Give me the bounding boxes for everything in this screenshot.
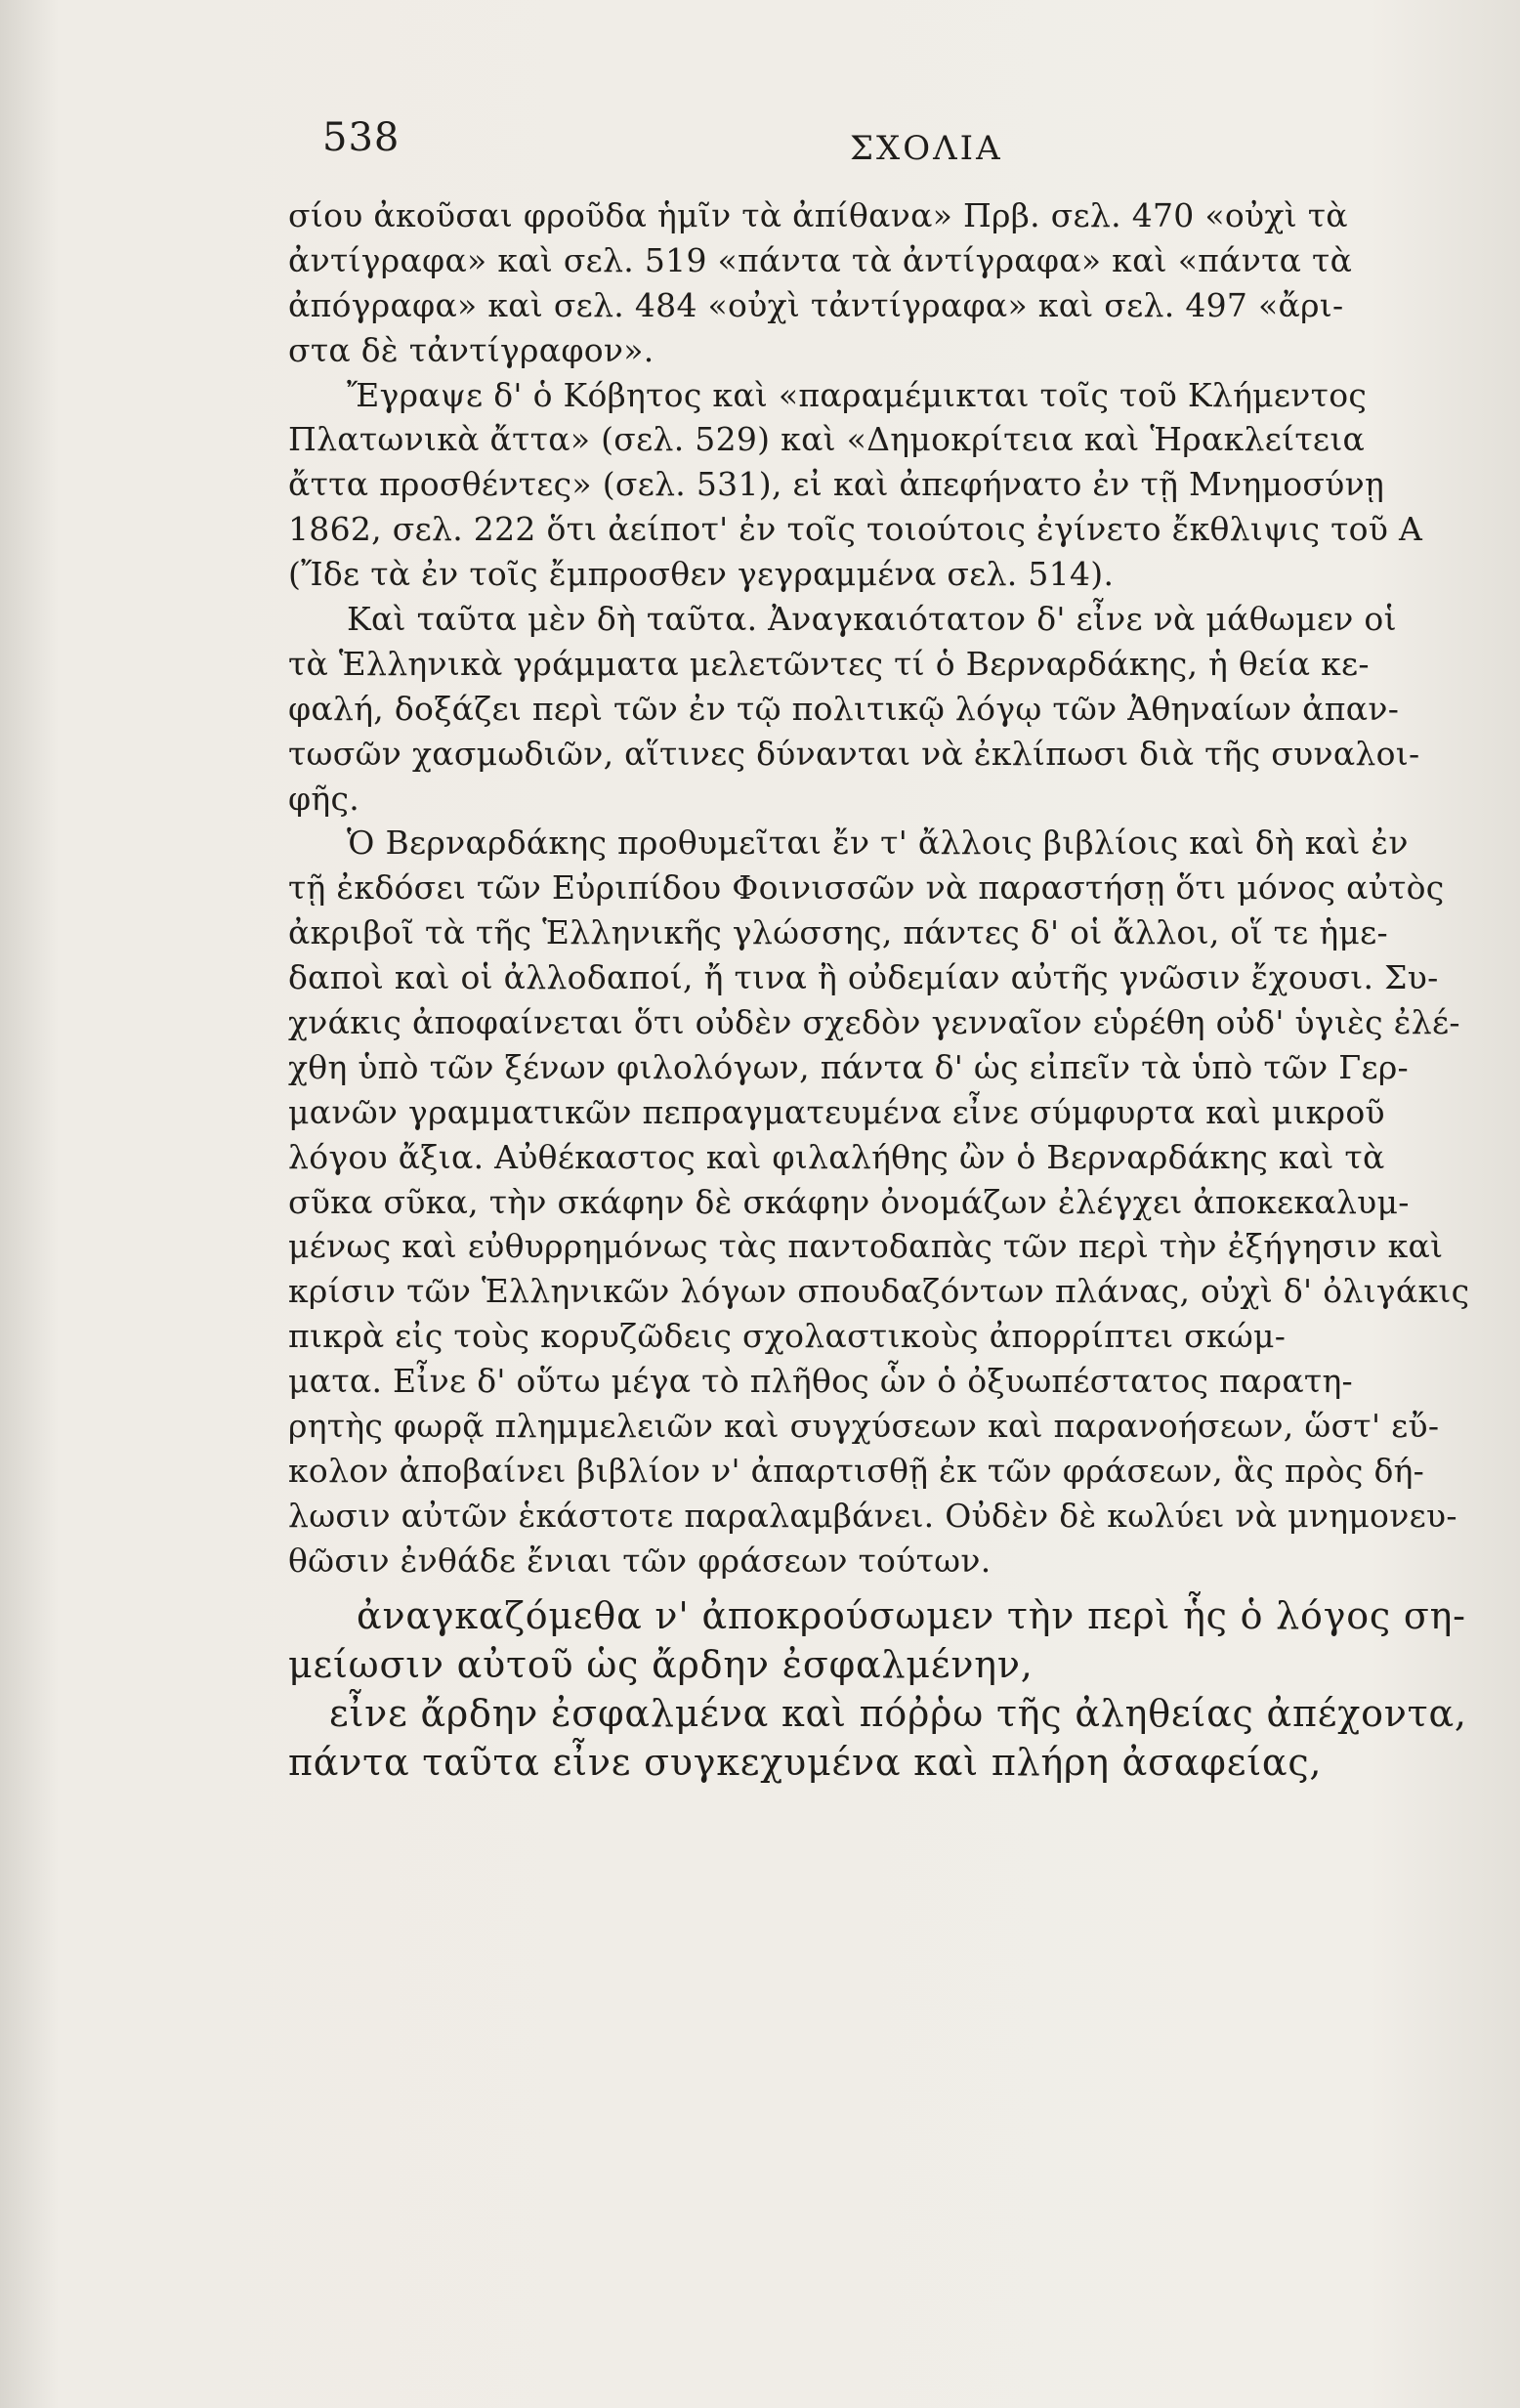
text-line: σίου ἀκοῦσαι φροῦδα ἡμῖν τὰ ἀπίθανα» Πρβ. σελ. 470 «οὐχὶ τὰ: [288, 196, 1348, 234]
text-line: ρητὴς φωρᾷ πλημμελειῶν καὶ συγχύσεων καὶ παρανοήσεων, ὥστ' εὔ-: [288, 1407, 1440, 1446]
body-text: [288, 193, 1475, 1787]
text-line: Ἔγραψε δ' ὁ Κόβητος καὶ «παραμέμικται τοῖς τοῦ Κλήμεντος: [347, 375, 1368, 414]
text-line: χνάκις ἀποφαίνεται ὅτι οὐδὲν σχεδὸν γενναῖον εὑρέθη οὐδ' ὑγιὲς ἐλέ-: [288, 1003, 1460, 1042]
quoted-phrase: πάντα ταῦτα εἶνε συγκεχυμένα καὶ πλήρη ἀσαφείας,: [288, 1740, 1323, 1784]
text-line: πικρὰ εἰς τοὺς κορυζῶδεις σχολαστικοὺς ἀπορρίπτει σκώμ-: [288, 1317, 1287, 1356]
text-line: ἀκριβοῖ τὰ τῆς Ἑλληνικῆς γλώσσης, πάντες δ' οἱ ἄλλοι, οἵ τε ἡμε-: [288, 913, 1389, 952]
text-line: σῦκα σῦκα, τὴν σκάφην δὲ σκάφην ὀνομάζων ἐλέγχει ἀποκεκαλυμ-: [288, 1182, 1410, 1221]
text-line: στα δὲ τἀντίγραφον».: [288, 330, 654, 369]
text-line: ματα. Εἶνε δ' οὕτω μέγα τὸ πλῆθος ὧν ὁ ὀξυωπέστατος παρατη-: [288, 1362, 1353, 1401]
text-line: λωσιν αὐτῶν ἑκάστοτε παραλαμβάνει. Οὐδὲν δὲ κωλύει νὰ μνημονευ-: [288, 1496, 1457, 1535]
spacer: [288, 1584, 1475, 1591]
text-line: μένως καὶ εὐθυρρημόνως τὰς παντοδαπὰς τῶν περὶ τὴν ἐξήγησιν καὶ: [288, 1227, 1444, 1266]
text-line: φαλή, δοξάζει περὶ τῶν ἐν τῷ πολιτικῷ λόγῳ τῶν Ἀθηναίων ἀπαν-: [288, 689, 1400, 728]
quoted-phrase: εἶνε ἄρδην ἐσφαλμένα καὶ πόῤῥω τῆς ἀληθείας ἀπέχοντα,: [329, 1691, 1467, 1735]
text-line: (Ἴδε τὰ ἐν τοῖς ἔμπροσθεν γεγραμμένα σελ. 514).: [288, 555, 1115, 594]
quoted-phrase: μείωσιν αὐτοῦ ὡς ἄρδην ἐσφαλμένην,: [288, 1642, 1034, 1686]
text-line: λόγου ἄξια. Αὐθέκαστος καὶ φιλαλήθης ὢν ὁ Βερναρδάκης καὶ τὰ: [288, 1137, 1385, 1176]
text-line: θῶσιν ἐνθάδε ἔνιαι τῶν φράσεων τούτων.: [288, 1541, 992, 1580]
text-line: Ὁ Βερναρδάκης προθυμεῖται ἔν τ' ἄλλοις βιβλίοις καὶ δὴ καὶ ἐν: [347, 824, 1409, 863]
text-line: χθη ὑπὸ τῶν ξένων φιλολόγων, πάντα δ' ὡς εἰπεῖν τὰ ὑπὸ τῶν Γερ-: [288, 1047, 1410, 1086]
text-line: Πλατωνικὰ ἄττα» (σελ. 529) καὶ «Δημοκρίτεια καὶ Ἡρακλείτεια: [288, 420, 1366, 459]
text-line: ἀπόγραφα» καὶ σελ. 484 «οὐχὶ τἀντίγραφα» καὶ σελ. 497 «ἄρι-: [288, 285, 1344, 324]
text-line: φῆς.: [288, 779, 360, 818]
quoted-phrase: ἀναγκαζόμεθα ν' ἀποκρούσωμεν τὴν περὶ ἧς ὁ λόγος ση-: [357, 1593, 1466, 1637]
page-header: [322, 107, 1299, 176]
page-number: 538: [322, 115, 401, 160]
text-line: μανῶν γραμματικῶν πεπραγματευμένα εἶνε σύμφυρτα καὶ μικροῦ: [288, 1092, 1385, 1131]
text-line: τῇ ἐκδόσει τῶν Εὐριπίδου Φοινισσῶν νὰ παραστήσῃ ὅτι μόνος αὐτὸς: [288, 868, 1445, 908]
text-line: Καὶ ταῦτα μὲν δὴ ταῦτα. Ἀναγκαιότατον δ' εἶνε νὰ μάθωμεν οἱ: [347, 600, 1397, 639]
running-head: ΣΧΟΛΙΑ: [850, 129, 1003, 168]
text-line: τὰ Ἑλληνικὰ γράμματα μελετῶντες τί ὁ Βερναρδάκης, ἡ θεία κε-: [288, 644, 1370, 683]
text-line: δαποὶ καὶ οἱ ἀλλοδαποί, ἤ τινα ἢ οὐδεμίαν αὐτῆς γνῶσιν ἔχουσι. Συ-: [288, 958, 1439, 997]
text-line: 1862, σελ. 222 ὅτι ἀείποτ' ἐν τοῖς τοιούτοις ἐγίνετο ἔκθλιψις τοῦ Α: [288, 510, 1423, 549]
text-line: ἄττα προσθέντες» (σελ. 531), εἰ καὶ ἀπεφήνατο ἐν τῇ Μνημοσύνῃ: [288, 465, 1385, 504]
text-line: τωσῶν χασμωδιῶν, αἵτινες δύνανται νὰ ἐκλίπωσι διὰ τῆς συναλοι-: [288, 734, 1420, 773]
text-line: κρίσιν τῶν Ἑλληνικῶν λόγων σπουδαζόντων πλάνας, οὐχὶ δ' ὀλιγάκις: [288, 1272, 1470, 1311]
text-line: κολον ἀποβαίνει βιβλίον ν' ἀπαρτισθῇ ἐκ τῶν φράσεων, ἃς πρὸς δή-: [288, 1451, 1425, 1490]
text-line: ἀντίγραφα» καὶ σελ. 519 «πάντα τὰ ἀντίγραφα» καὶ «πάντα τὰ: [288, 240, 1353, 279]
